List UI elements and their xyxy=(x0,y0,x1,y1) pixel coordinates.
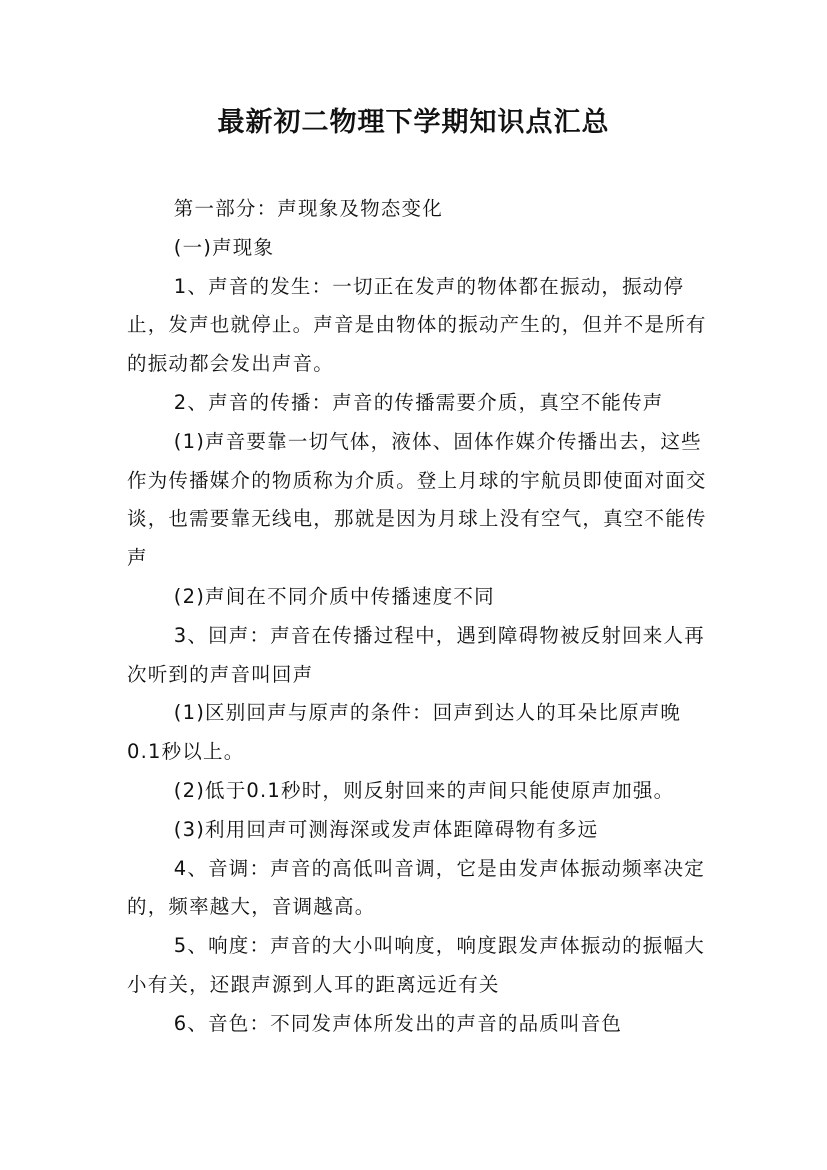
paragraph-echo-reinforce: (2)低于0.1秒时，则反射回来的声间只能使原声加强。 xyxy=(173,778,675,802)
paragraph-sound-propagation: 2、声音的传播：声音的传播需要介质，真空不能传声 xyxy=(173,390,664,414)
document-title: 最新初二物理下学期知识点汇总 xyxy=(217,107,610,138)
paragraph-timbre: 6、音色：不同发声体所发出的声音的品质叫音色 xyxy=(173,1011,623,1035)
section-heading: 第一部分：声现象及物态变化 xyxy=(173,197,443,220)
paragraph-sound-generation: 1、声音的发生：一切正在发声的物体都在振动，振动停止，发声也就停止。声音是由物体的振动产生的，但并不是所有的振动都会发出声音。 xyxy=(127,274,707,376)
paragraph-echo: 3、回声：声音在传播过程中，遇到障碍物被反射回来人再次听到的声音叫回声 xyxy=(127,623,705,686)
paragraph-pitch: 4、音调：声音的高低叫音调，它是由发声体振动频率决定的，频率越大，音调越高。 xyxy=(127,856,705,919)
document-body xyxy=(127,190,715,1044)
subsection-heading: (一)声现象 xyxy=(173,235,275,259)
paragraph-echo-condition: (1)区别回声与原声的条件：回声到达人的耳朵比原声晚0.1秒以上。 xyxy=(127,701,682,764)
paragraph-loudness: 5、响度：声音的大小叫响度，响度跟发声体振动的振幅大小有关，还跟声源到人耳的距离远近有关 xyxy=(127,934,705,996)
paragraph-propagation-medium: (1)声音要靠一切气体，液体、固体作媒介传播出去，这些作为传播媒介的物质称为介质。登上月球的宇航员即使面对面交谈，也需要靠无线电，那就是因为月球上没有空气，真空不能传声 xyxy=(127,429,707,570)
paragraph-echo-use: (3)利用回声可测海深或发声体距障碍物有多远 xyxy=(173,817,599,841)
paragraph-propagation-speed: (2)声间在不同介质中传播速度不同 xyxy=(173,584,495,608)
